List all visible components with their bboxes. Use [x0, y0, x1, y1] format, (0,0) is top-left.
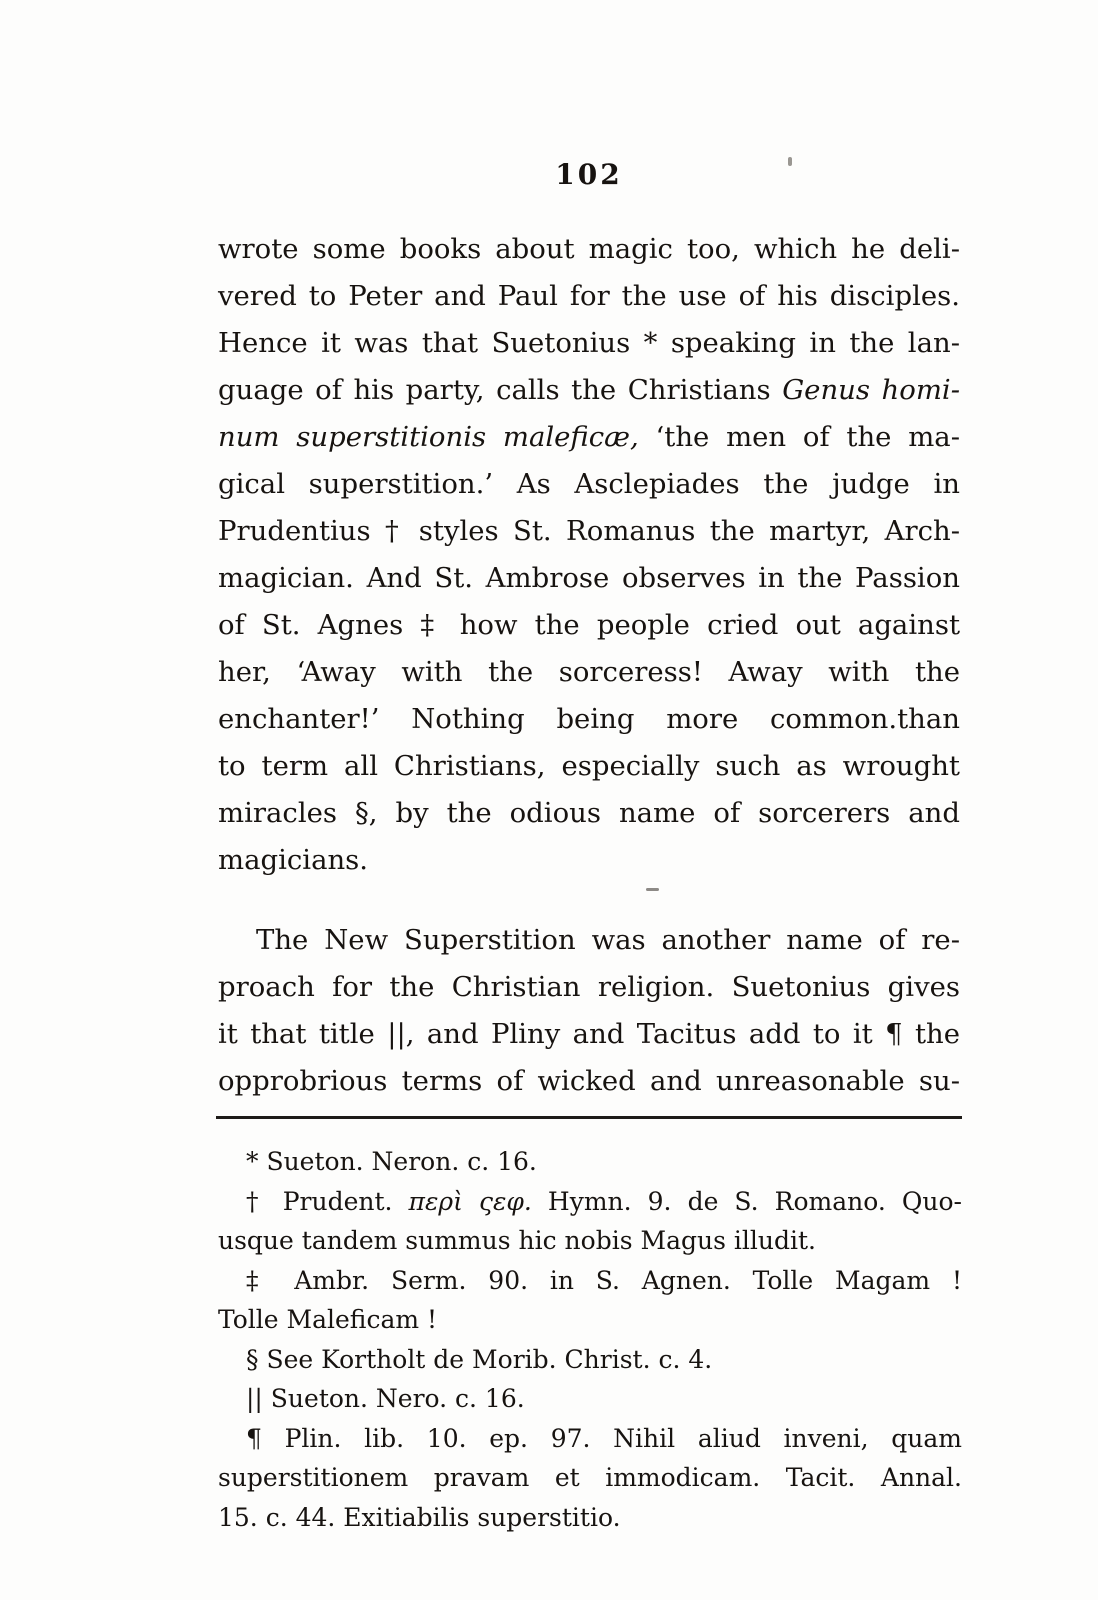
- paragraph: [218, 917, 960, 1105]
- text-segment: magicians.: [218, 844, 369, 876]
- text-line: [218, 1379, 962, 1419]
- text-segment: † Prudent.: [246, 1186, 409, 1216]
- text-segment: guage of his party, calls the Christians: [218, 374, 783, 406]
- text-line: [218, 1011, 960, 1058]
- text-segment: it that title ||, and Pliny and Tacitus add to it ¶ the: [218, 1018, 960, 1050]
- text-line: [218, 1221, 962, 1261]
- text-segment: opprobrious terms of wicked and unreasonable su-: [218, 1065, 960, 1097]
- text-segment: wrote some books about magic too, which he deli-: [218, 233, 960, 265]
- text-line: [218, 602, 960, 649]
- text-segment: proach for the Christian religion. Suetonius gives: [218, 971, 960, 1003]
- text-line: [218, 1182, 962, 1222]
- text-segment: Tolle Maleficam !: [218, 1305, 438, 1334]
- text-line: [218, 743, 960, 790]
- text-segment: gical superstition.’ As Asclepiades the judge in: [218, 468, 960, 500]
- footnote: [218, 1261, 962, 1340]
- text-line: [218, 414, 960, 461]
- italic-text-segment: Genus homi-: [782, 374, 960, 406]
- page-number: 102: [555, 158, 623, 191]
- text-segment: Hence it was that Suetonius * speaking in the lan-: [218, 327, 960, 359]
- text-line: [218, 964, 960, 1011]
- text-line: [218, 226, 960, 273]
- text-segment: § See Kortholt de Morib. Christ. c. 4.: [246, 1344, 713, 1374]
- footnote: [218, 1182, 962, 1261]
- footnotes: [218, 1142, 962, 1537]
- text-line: [218, 696, 960, 743]
- text-line: [218, 1340, 962, 1380]
- text-segment: magician. And St. Ambrose observes in the Passion: [218, 562, 960, 594]
- text-line: [218, 1300, 962, 1340]
- text-segment: to term all Christians, especially such as wrought: [218, 750, 960, 782]
- text-line: [218, 367, 960, 414]
- text-segment: ‘the men of the ma-: [638, 421, 960, 453]
- text-segment: enchanter!’ Nothing being more common.than: [218, 703, 960, 735]
- text-segment: miracles §, by the odious name of sorcerers and: [218, 797, 960, 829]
- text-line: [218, 837, 960, 884]
- text-segment: superstitionem pravam et immodicam. Tacit. Annal.: [218, 1463, 962, 1492]
- text-line: [218, 1419, 962, 1459]
- text-segment: || Sueton. Nero. c. 16.: [246, 1384, 525, 1413]
- text-line: [218, 461, 960, 508]
- text-line: [218, 1261, 962, 1301]
- text-segment: The New Superstition was another name of re-: [256, 924, 960, 956]
- main-text: [218, 226, 960, 1105]
- text-segment: * Sueton. Neron. c. 16.: [246, 1147, 537, 1176]
- footnote: [218, 1142, 962, 1182]
- text-segment: her, ‘Away with the sorceress! Away with the: [218, 656, 960, 688]
- text-line: [218, 1058, 960, 1105]
- scan-artifact-dash: [646, 888, 659, 891]
- text-segment: ‡ Ambr. Serm. 90. in S. Agnen. Tolle Magam !: [246, 1265, 962, 1295]
- italic-text-segment: περὶ ςεφ.: [408, 1186, 532, 1216]
- footnote: [218, 1340, 962, 1380]
- paragraph: [218, 226, 960, 884]
- text-segment: of St. Agnes ‡ how the people cried out against: [218, 609, 960, 641]
- text-segment: vered to Peter and Paul for the use of his disciples.: [218, 280, 960, 312]
- text-line: [218, 555, 960, 602]
- text-segment: Prudentius † styles St. Romanus the martyr, Arch-: [218, 515, 960, 547]
- text-line: [218, 1458, 962, 1498]
- text-line: [218, 273, 960, 320]
- text-line: [218, 649, 960, 696]
- footnote: [218, 1379, 962, 1419]
- footnote-rule: [216, 1116, 962, 1119]
- text-line: [218, 508, 960, 555]
- text-segment: ¶ Plin. lib. 10. ep. 97. Nihil aliud inveni, quam: [246, 1423, 962, 1453]
- text-line: [218, 790, 960, 837]
- text-line: [218, 917, 960, 964]
- text-line: [218, 1498, 962, 1538]
- text-segment: Hymn. 9. de S. Romano. Quo-: [531, 1186, 962, 1216]
- text-line: [218, 320, 960, 367]
- text-segment: 15. c. 44. Exitiabilis superstitio.: [218, 1502, 621, 1532]
- footnote: [218, 1419, 962, 1538]
- text-segment: usque tandem summus hic nobis Magus illudit.: [218, 1226, 816, 1255]
- italic-text-segment: num superstitionis maleficæ,: [218, 421, 639, 453]
- text-line: [218, 1142, 962, 1182]
